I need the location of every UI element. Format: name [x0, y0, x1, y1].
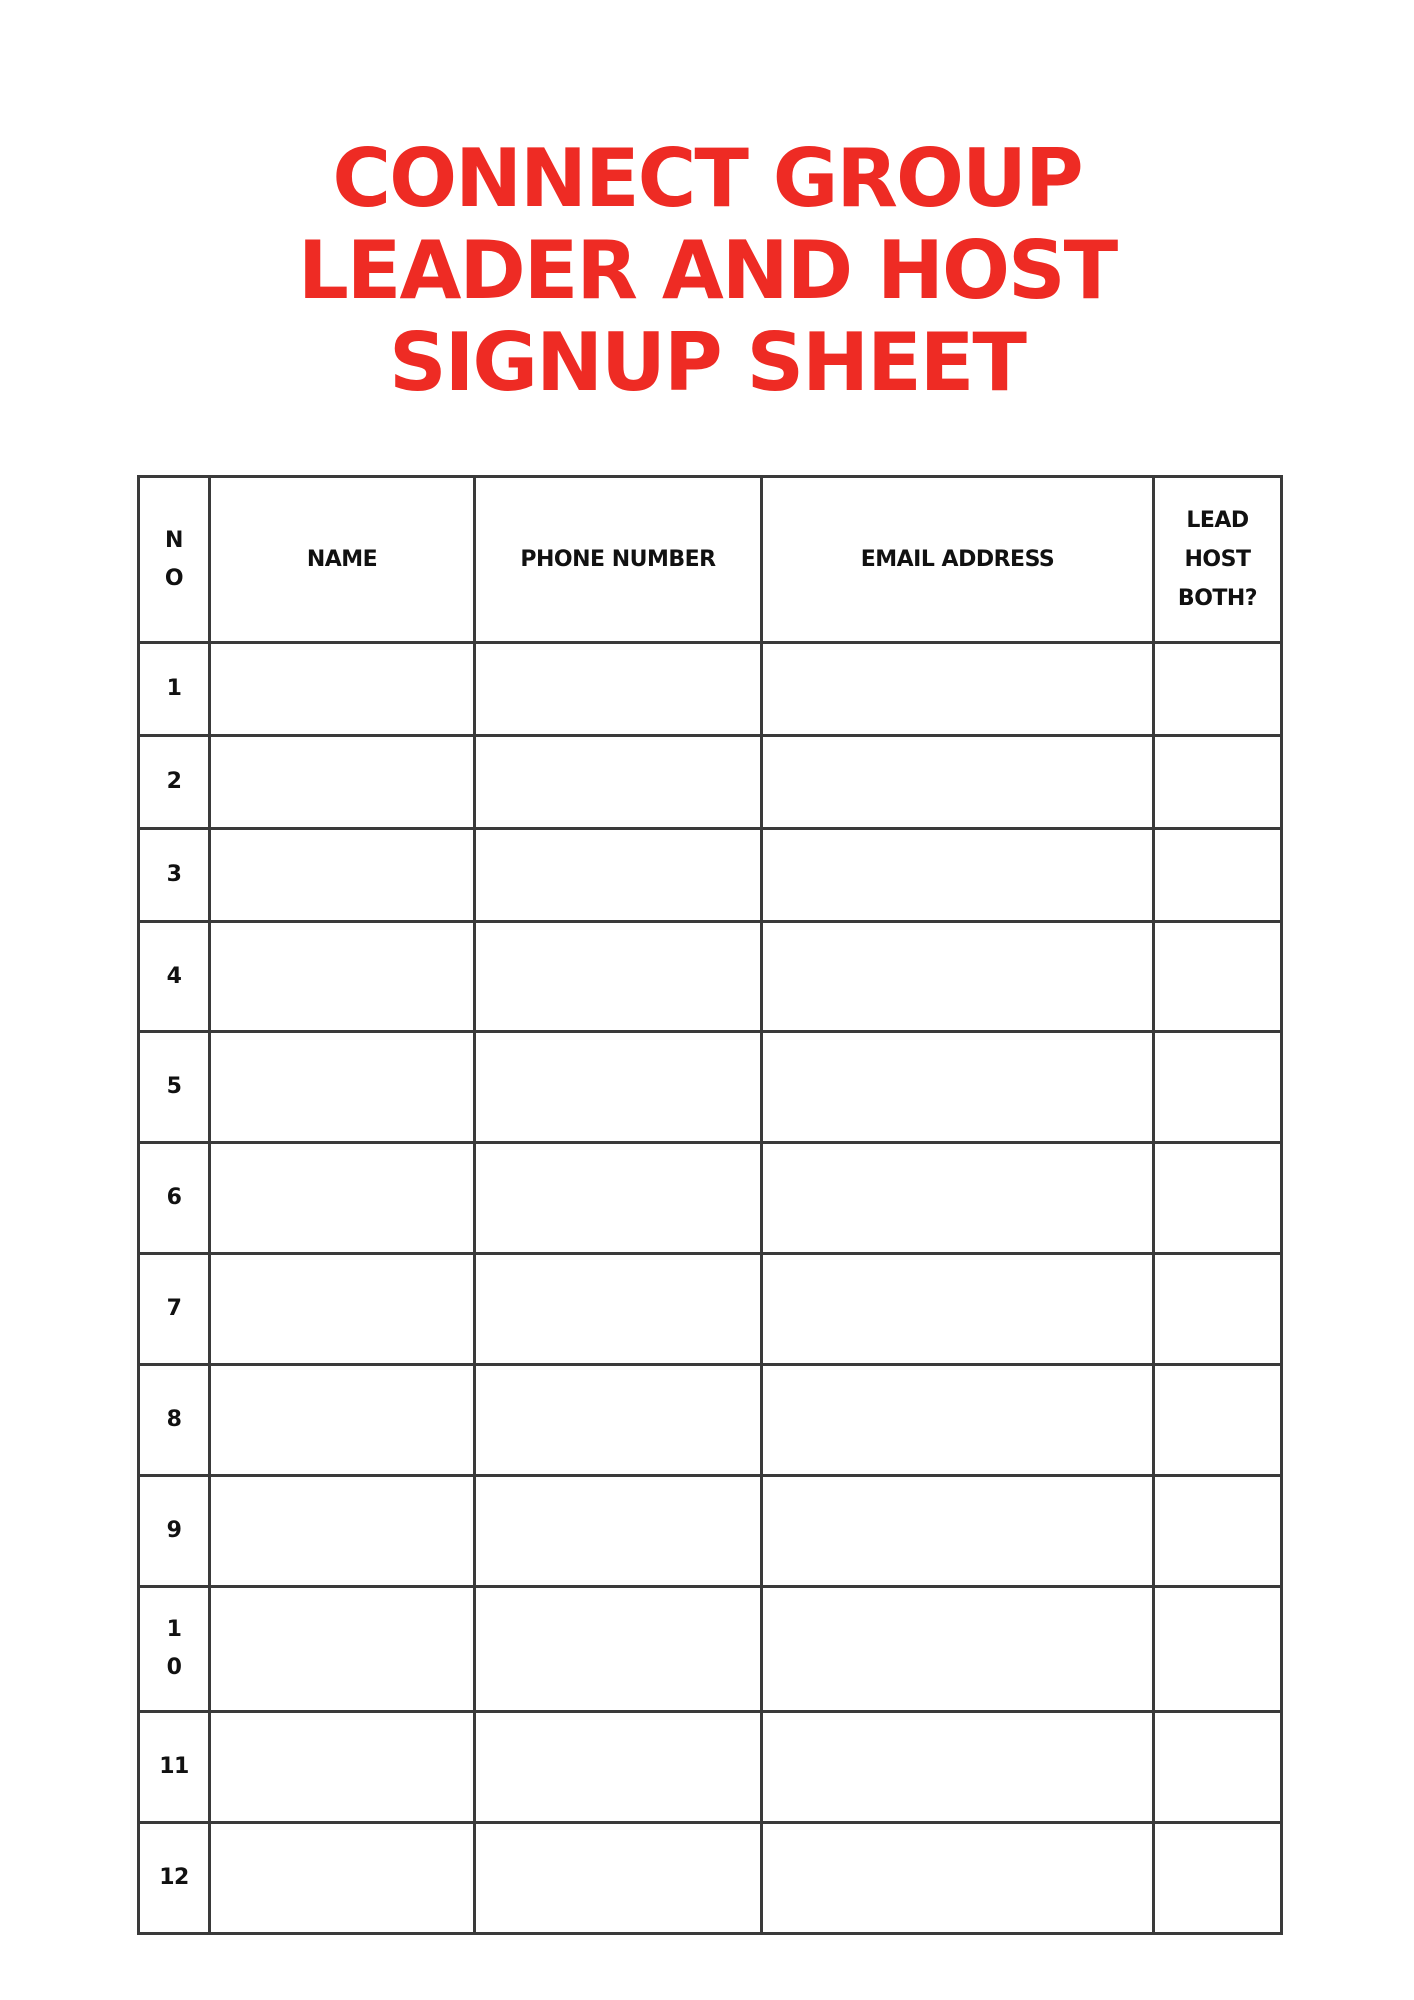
row-number-cell — [139, 1143, 210, 1254]
row-number: 10 — [166, 1617, 182, 1680]
role-cell[interactable] — [1154, 829, 1282, 922]
phone-cell[interactable] — [475, 1254, 762, 1365]
role-cell[interactable] — [1154, 922, 1282, 1032]
table-row — [139, 1587, 1282, 1712]
phone-cell[interactable] — [475, 1712, 762, 1823]
name-cell[interactable] — [210, 1712, 475, 1823]
name-cell[interactable] — [210, 643, 475, 736]
title-line-1: CONNECT GROUP — [332, 132, 1082, 225]
table-row — [139, 829, 1282, 922]
row-number: 6 — [166, 1185, 182, 1210]
name-cell[interactable] — [210, 922, 475, 1032]
name-cell[interactable] — [210, 829, 475, 922]
phone-cell[interactable] — [475, 922, 762, 1032]
role-cell[interactable] — [1154, 736, 1282, 829]
title-line-2: LEADER AND HOST — [297, 224, 1117, 317]
email-cell[interactable] — [762, 829, 1154, 922]
header-phone: PHONE NUMBER — [475, 477, 762, 643]
email-cell[interactable] — [762, 1254, 1154, 1365]
email-cell[interactable] — [762, 1476, 1154, 1587]
row-number: 12 — [159, 1865, 189, 1890]
header-name: NAME — [210, 477, 475, 643]
row-number-cell — [139, 922, 210, 1032]
role-cell[interactable] — [1154, 1254, 1282, 1365]
role-cell[interactable] — [1154, 1823, 1282, 1934]
header-row — [139, 477, 1282, 643]
phone-cell[interactable] — [475, 1143, 762, 1254]
header-role — [1154, 477, 1282, 643]
name-cell[interactable] — [210, 1365, 475, 1476]
table-row — [139, 643, 1282, 736]
table-row — [139, 1476, 1282, 1587]
page-title — [0, 133, 1414, 409]
table-row — [139, 1254, 1282, 1365]
row-number-cell — [139, 1823, 210, 1934]
phone-cell[interactable] — [475, 829, 762, 922]
role-cell[interactable] — [1154, 643, 1282, 736]
row-number-cell — [139, 1476, 210, 1587]
name-cell[interactable] — [210, 1143, 475, 1254]
row-number-cell — [139, 1365, 210, 1476]
title-line-3: SIGNUP SHEET — [389, 316, 1025, 409]
table-row — [139, 1823, 1282, 1934]
phone-cell[interactable] — [475, 1823, 762, 1934]
header-no-label: NO — [164, 527, 184, 591]
row-number-cell — [139, 1254, 210, 1365]
name-cell[interactable] — [210, 1587, 475, 1712]
name-cell[interactable] — [210, 736, 475, 829]
role-cell[interactable] — [1154, 1365, 1282, 1476]
signup-table — [137, 475, 1283, 1935]
table-row — [139, 1143, 1282, 1254]
email-cell[interactable] — [762, 1587, 1154, 1712]
header-role-label: LEAD HOST BOTH? — [1177, 508, 1258, 611]
header-email: EMAIL ADDRESS — [762, 477, 1154, 643]
phone-cell[interactable] — [475, 643, 762, 736]
row-number: 3 — [166, 862, 182, 887]
row-number: 4 — [166, 963, 182, 989]
row-number: 2 — [166, 769, 182, 794]
email-cell[interactable] — [762, 1365, 1154, 1476]
table-row — [139, 1365, 1282, 1476]
name-cell[interactable] — [210, 1823, 475, 1934]
email-cell[interactable] — [762, 736, 1154, 829]
email-cell[interactable] — [762, 1032, 1154, 1143]
table-row — [139, 736, 1282, 829]
phone-cell[interactable] — [475, 1032, 762, 1143]
row-number-cell — [139, 736, 210, 829]
row-number-cell — [139, 643, 210, 736]
email-cell[interactable] — [762, 1823, 1154, 1934]
role-cell[interactable] — [1154, 1143, 1282, 1254]
role-cell[interactable] — [1154, 1712, 1282, 1823]
row-number: 11 — [159, 1754, 189, 1779]
row-number: 9 — [166, 1518, 182, 1543]
row-number: 7 — [166, 1296, 182, 1321]
phone-cell[interactable] — [475, 736, 762, 829]
phone-cell[interactable] — [475, 1587, 762, 1712]
phone-cell[interactable] — [475, 1476, 762, 1587]
name-cell[interactable] — [210, 1032, 475, 1143]
row-number-cell — [139, 1587, 210, 1712]
role-cell[interactable] — [1154, 1587, 1282, 1712]
row-number: 5 — [166, 1074, 182, 1099]
email-cell[interactable] — [762, 643, 1154, 736]
email-cell[interactable] — [762, 922, 1154, 1032]
row-number-cell — [139, 1032, 210, 1143]
header-no — [139, 477, 210, 643]
table-row — [139, 1712, 1282, 1823]
row-number-cell — [139, 829, 210, 922]
row-number: 1 — [166, 676, 182, 701]
row-number: 8 — [166, 1407, 182, 1432]
email-cell[interactable] — [762, 1143, 1154, 1254]
role-cell[interactable] — [1154, 1032, 1282, 1143]
phone-cell[interactable] — [475, 1365, 762, 1476]
email-cell[interactable] — [762, 1712, 1154, 1823]
table-row — [139, 922, 1282, 1032]
name-cell[interactable] — [210, 1476, 475, 1587]
name-cell[interactable] — [210, 1254, 475, 1365]
table-row — [139, 1032, 1282, 1143]
row-number-cell — [139, 1712, 210, 1823]
role-cell[interactable] — [1154, 1476, 1282, 1587]
